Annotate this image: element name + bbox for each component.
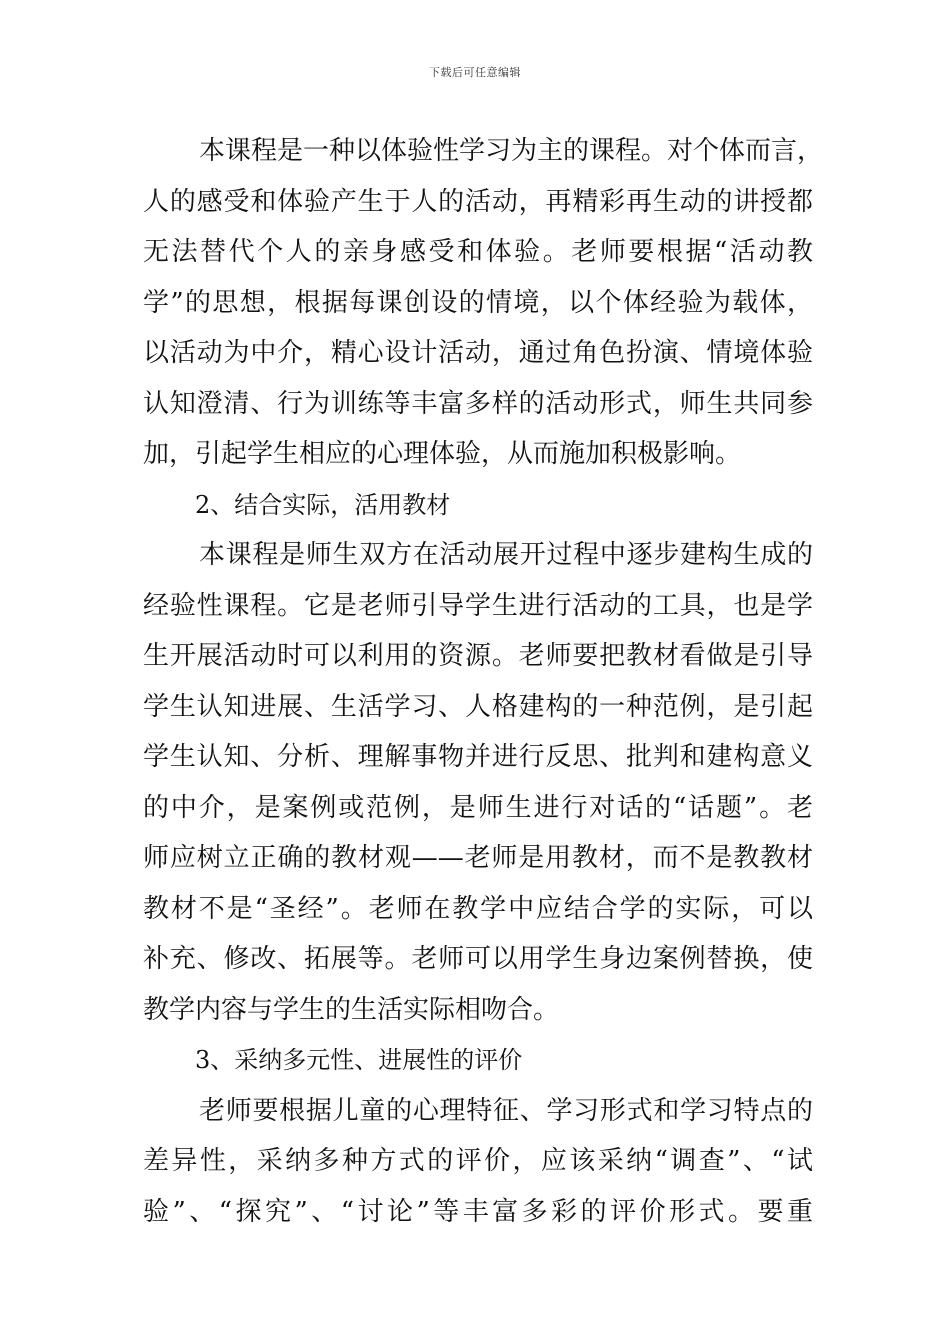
paragraph-line: 人的感受和体验产生于人的活动，再精彩再生动的讲授都 — [143, 186, 813, 217]
paragraph-line: 验”、“探究”、“讨论”等丰富多彩的评价形式。要重 — [143, 1196, 813, 1227]
paragraph-line: 补充、修改、拓展等。老师可以用学生身边案例替换，使 — [143, 944, 813, 974]
paragraph-line: 本课程是一种以体验性学习为主的课程。对个体而言， — [199, 136, 824, 166]
section-heading: 3、采纳多元性、进展性的评价 — [195, 1046, 523, 1074]
paragraph-line: 教学内容与学生的生活实际相吻合。 — [143, 994, 560, 1025]
page-header: 下载后可任意编辑 — [429, 66, 521, 79]
paragraph-line: 老师要根据儿童的心理特征、学习形式和学习特点的 — [199, 1095, 813, 1126]
paragraph-line: 无法替代个人的亲身感受和体验。老师要根据“活动教 — [143, 237, 813, 267]
paragraph-line: 差异性，采纳多种方式的评价，应该采纳“调查”、“试 — [143, 1146, 813, 1176]
paragraph-line: 以活动为中介，精心设计活动，通过角色扮演、情境体验 — [143, 338, 813, 368]
paragraph-line: 认知澄清、行为训练等丰富多样的活动形式，师生共同参 — [143, 388, 813, 419]
paragraph-line: 加，引起学生相应的心理体验，从而施加积极影响。 — [143, 439, 742, 469]
document-body — [143, 126, 824, 1237]
paragraph-line: 教材不是“圣经”。老师在教学中应结合学的实际，可以 — [143, 893, 813, 924]
paragraph-line: 的中介，是案例或范例，是师生进行对话的“话题”。老 — [143, 792, 813, 823]
paragraph-line: 师应树立正确的教材观——老师是用教材，而不是教教材 — [143, 843, 813, 873]
section-heading: 2、结合实际，活用教材 — [195, 490, 451, 519]
paragraph-line: 本课程是师生双方在活动展开过程中逐步建构生成的 — [199, 540, 813, 570]
paragraph-line: 学生认知进展、生活学习、人格建构的一种范例，是引起 — [143, 691, 813, 722]
paragraph-line: 经验性课程。它是老师引导学生进行活动的工具，也是学 — [143, 590, 813, 621]
paragraph-line: 学”的思想，根据每课创设的情境，以个体经验为载体， — [143, 287, 813, 318]
paragraph-line: 生开展活动时可以利用的资源。老师要把教材看做是引导 — [143, 641, 813, 671]
paragraph-line: 学生认知、分析、理解事物并进行反思、批判和建构意义 — [143, 742, 813, 772]
